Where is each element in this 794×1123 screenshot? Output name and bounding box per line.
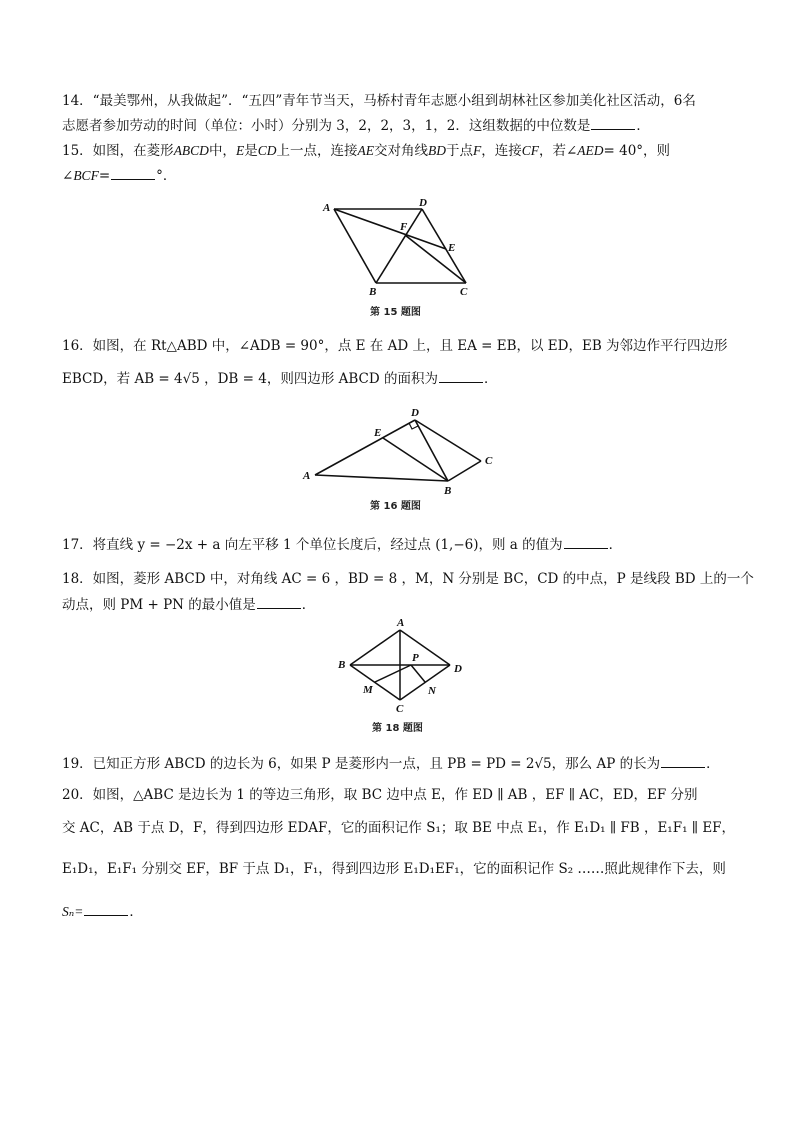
q15-t16: AED: [577, 143, 604, 158]
fig16-segment-eb: [383, 438, 448, 481]
fig18-caption: 第 18 题图: [372, 723, 423, 734]
fig18-label-n: N: [428, 685, 436, 697]
fig16-caption: 第 16 题图: [370, 501, 421, 512]
fig15-label-c: C: [460, 286, 468, 298]
q15-line2: [62, 167, 176, 185]
fig16-label-b: B: [444, 485, 452, 497]
fig16-label-a: A: [303, 470, 311, 482]
q15-eq: =: [98, 168, 111, 184]
fig18-label-a: A: [397, 617, 405, 629]
q20-line1: 20．如图，△ABC 是边长为 1 的等边三角形，取 BC 边中点 E，作 ED ∥ AB ，EF ∥ AC，ED，EF 分别: [62, 787, 698, 803]
fig15-segment-cf: [405, 235, 466, 283]
q20-line2: 交 AC，AB 于点 D，F，得到四边形 EDAF，它的面积记作 S₁；取 BE 中点 E₁，作 E₁D₁ ∥ FB ，E₁F₁ ∥ EF，: [62, 820, 736, 836]
q15-line1: [62, 142, 670, 160]
q17-answer-blank: [564, 536, 608, 549]
fig18-label-d: D: [454, 663, 462, 675]
q15-t14: CF: [521, 143, 539, 158]
fig18-label-m: M: [363, 684, 373, 696]
q15-t1: 15．如图，在菱形: [62, 143, 174, 159]
fig16-segment-cb: [448, 461, 481, 481]
q15-t12: F: [472, 143, 482, 158]
figure-15: [318, 196, 478, 322]
q15-degree: °．: [156, 168, 177, 184]
fig16-label-d: D: [411, 407, 419, 419]
q14-end: ．: [636, 118, 650, 134]
q16-end: ．: [484, 371, 498, 387]
q18-line1: 18．如图，菱形 ABCD 中，对角线 AC = 6 ，BD = 8 ，M，N 分别是 BC，CD 的中点，P 是线段 BD 上的一个: [62, 571, 754, 587]
q15-t11: 于点: [445, 143, 473, 159]
q15-t9: 交对角线: [373, 143, 428, 159]
fig18-segment-pn: [411, 665, 425, 682]
fig18-segment-dc: [400, 665, 450, 700]
fig15-label-e: E: [448, 242, 456, 254]
q17-line: [62, 536, 622, 554]
q14-answer-blank: [591, 117, 635, 130]
q19-line: [62, 755, 720, 773]
q15-t4: E: [235, 143, 245, 158]
q16-line1: 16．如图，在 Rt△ABD 中，∠ADB = 90°，点 E 在 AD 上，且 EA = EB，以 ED，EB 为邻边作平行四边形: [62, 338, 728, 354]
q15-angle-sign: ∠: [62, 168, 74, 184]
q15-t6: CD: [257, 143, 277, 158]
fig16-segment-ab: [315, 475, 448, 481]
fig16-segment-dc: [415, 420, 481, 461]
q15-t3: 中，: [208, 143, 236, 159]
fig16-label-e: E: [374, 427, 382, 439]
q20-sn: Sₙ=: [62, 904, 84, 919]
q19-answer-blank: [661, 755, 705, 768]
q17-text: 17．将直线 y = −2x + a 向左平移 1 个单位长度后，经过点 (1,−6)，则 a 的值为: [62, 537, 563, 553]
fig15-label-a: A: [323, 202, 331, 214]
fig18-segment-ad: [400, 630, 450, 665]
fig18-label-c: C: [396, 703, 404, 715]
q15-answer-blank: [111, 167, 155, 180]
fig15-diagonal-bd: [376, 209, 422, 283]
fig18-segment-bc: [350, 665, 400, 700]
fig18-label-b: B: [338, 659, 346, 671]
q15-t7: 上一点，连接: [276, 143, 358, 159]
q19-text: 19．已知正方形 ABCD 的边长为 6，如果 P 是菱形内一点，且 PB = PD = 2√5，那么 AP 的长为: [62, 756, 661, 772]
fig15-label-b: B: [369, 286, 377, 298]
q15-t17: = 40°，则: [603, 143, 671, 159]
fig18-label-p: P: [412, 652, 419, 664]
q15-t10: BD: [427, 143, 446, 158]
q20-answer-blank: [84, 903, 128, 916]
q15-t2: ABCD: [173, 143, 209, 158]
q15-t13: ，连接: [481, 143, 522, 159]
q18-line2: [62, 596, 315, 614]
q18-line2-text: 动点，则 PM + PN 的最小值是: [62, 597, 256, 613]
q14-line2-text: 志愿者参加劳动的时间（单位：小时）分别为 3，2，2，3，1，2．这组数据的中位数是: [62, 118, 591, 134]
q15-t8: AE: [357, 143, 374, 158]
q15-bcf: BCF: [73, 168, 99, 183]
fig15-caption: 第 15 题图: [370, 307, 421, 318]
figure-16: [298, 403, 506, 515]
fig15-segment-dc: [422, 209, 466, 283]
q20-line4: [62, 903, 143, 921]
q19-end: ．: [706, 756, 720, 772]
q20-line3: E₁D₁，E₁F₁ 分别交 EF，BF 于点 D₁，F₁，得到四边形 E₁D₁EF₁，它的面积记作 S₂ ……照此规律作下去，则: [62, 861, 726, 877]
figure-18: [332, 614, 468, 738]
q17-end: ．: [608, 537, 623, 553]
q15-t15: ，若∠: [538, 143, 578, 159]
fig16-segment-db: [415, 420, 448, 481]
fig18-segment-pm: [375, 665, 411, 682]
q16-line2: [62, 370, 498, 388]
q20-end: ．: [129, 904, 143, 920]
q18-end: ．: [301, 597, 316, 613]
q14-line1: 14．“最美鄂州，从我做起”．“五四”青年节当天，马桥村青年志愿小组到胡林社区参加美化社区活动，6名: [62, 93, 696, 109]
fig15-segment-ba: [334, 209, 376, 283]
fig15-label-d: D: [419, 197, 427, 209]
q16-answer-blank: [439, 370, 483, 383]
fig16-segment-ad: [315, 420, 415, 475]
q15-t5: 是: [244, 143, 258, 159]
fig18-segment-ab: [350, 630, 400, 665]
q16-line2-text: EBCD，若 AB = 4√5 ，DB = 4，则四边形 ABCD 的面积为: [62, 371, 438, 387]
q14-line2: [62, 117, 650, 135]
fig15-label-f: F: [400, 221, 408, 233]
fig15-segment-ae: [334, 209, 446, 249]
q18-answer-blank: [257, 596, 301, 609]
fig16-label-c: C: [485, 455, 493, 467]
